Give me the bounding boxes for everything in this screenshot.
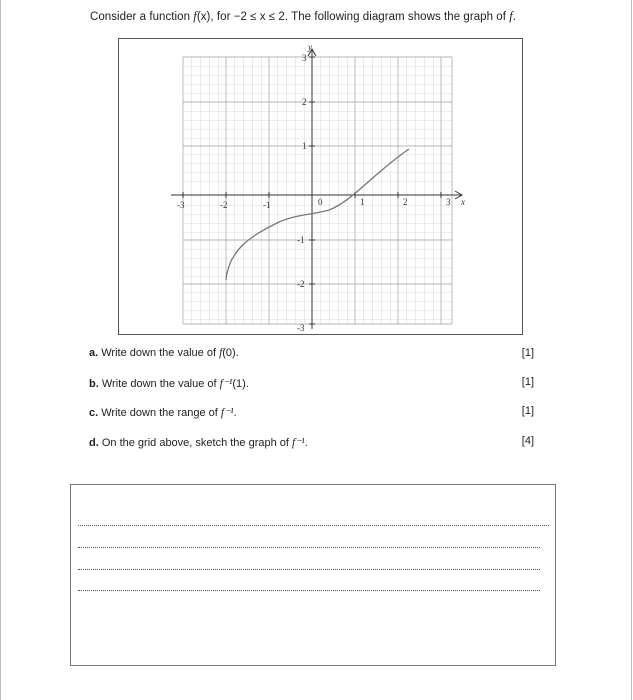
mark-allocation: [1] — [521, 376, 534, 388]
question-part-a — [89, 347, 534, 363]
function-symbol: f — [219, 347, 223, 359]
part-text-end: . — [304, 437, 308, 449]
answer-area[interactable] — [70, 484, 556, 666]
question-part-b — [89, 376, 534, 392]
answer-line — [78, 525, 549, 526]
graph-frame — [118, 38, 523, 335]
mark-allocation: [1] — [521, 405, 534, 417]
part-text-end: (0). — [222, 347, 239, 359]
y-tick-label: 3 — [302, 53, 307, 63]
x-tick-label: 3 — [446, 197, 451, 207]
answer-line — [78, 569, 540, 570]
y-axis-label: y — [308, 42, 312, 52]
x-tick-label: -1 — [263, 200, 271, 210]
x-tick-label: 1 — [360, 197, 365, 207]
part-text: On the grid above, sketch the graph of — [101, 437, 289, 449]
question-part-c — [89, 405, 534, 421]
answer-line — [78, 547, 540, 548]
x-axis-label: x — [461, 197, 465, 207]
y-tick-label: -1 — [297, 235, 305, 245]
question-part-d — [89, 435, 534, 451]
function-symbol: f⁻¹ — [219, 378, 233, 390]
page-edge-right — [631, 0, 632, 700]
part-text-end: (1). — [232, 378, 249, 390]
part-letter: a. — [89, 347, 99, 359]
y-tick-label: 2 — [302, 97, 307, 107]
mark-allocation: [1] — [521, 347, 534, 359]
mark-allocation: [4] — [521, 435, 534, 447]
part-text-end: . — [233, 407, 237, 419]
x-tick-label: 0 — [318, 197, 323, 207]
y-tick-label: -2 — [297, 279, 305, 289]
part-letter: b. — [89, 378, 99, 390]
function-symbol: f⁻¹ — [220, 407, 234, 419]
answer-line — [78, 590, 540, 591]
y-tick-label: 1 — [302, 141, 307, 151]
x-tick-label: 2 — [403, 197, 408, 207]
axes — [171, 49, 462, 329]
y-tick-label: -3 — [297, 323, 305, 333]
part-text: Write down the range of — [101, 407, 218, 419]
function-graph — [119, 39, 524, 336]
function-symbol: f⁻¹ — [292, 437, 305, 449]
page-edge-left — [0, 0, 1, 700]
major-grid — [183, 57, 452, 324]
x-tick-label: -3 — [177, 200, 185, 210]
part-letter: c. — [89, 407, 99, 419]
x-tick-label: -2 — [220, 200, 228, 210]
part-text: Write down the value of — [101, 378, 217, 390]
part-text: Write down the value of — [101, 347, 216, 359]
question-intro: Consider a function f(x), for −2 ≤ x ≤ 2. The following diagram shows the graph of f. — [90, 9, 517, 23]
part-letter: d. — [89, 437, 99, 449]
